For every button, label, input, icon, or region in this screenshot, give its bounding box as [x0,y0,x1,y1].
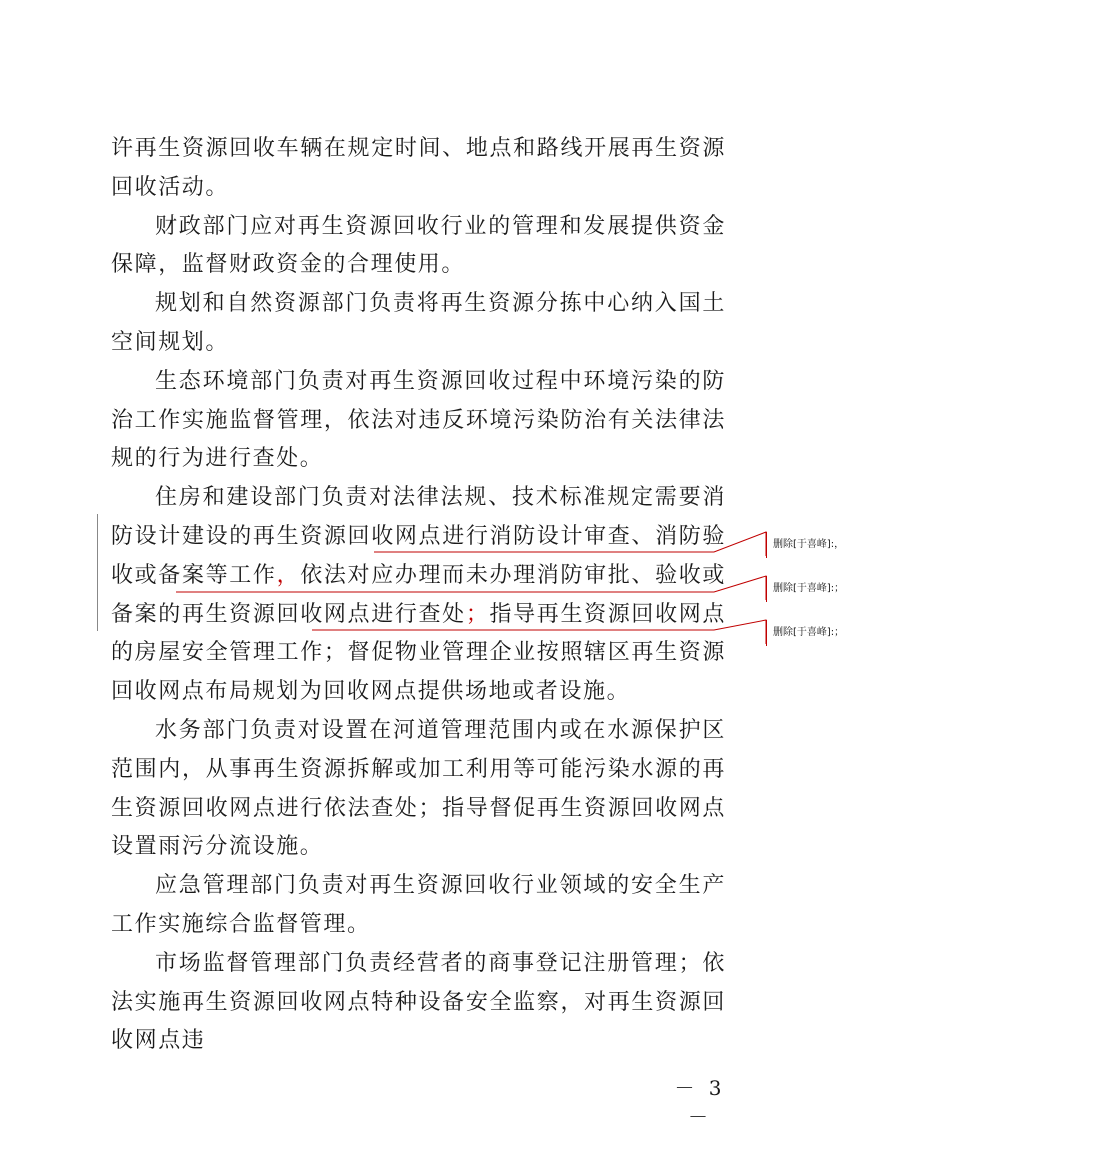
text-segment: 住房和建设部门负责对法律法规、技术标准规定需要消防设计建设的再生资源回收网点 [111,485,726,549]
text-segment: 进行消防设计审查、消防验收或备案等工作 [111,523,727,588]
document-body [111,130,726,1061]
revision-change-bar [97,514,98,631]
comment-deleted-text: ， [834,539,845,550]
paragraph: 市场监督管理部门负责经营者的商事登记注册管理；依法实施再生资源回收网点特种设备安全监察，对再生资源回收网点违 [111,950,726,1054]
page-number: － 3 － [674,1076,726,1129]
comment-label: 删除[于喜峰]: [773,539,835,550]
comment-label: 删除[于喜峰]: [773,583,835,594]
comment-deleted-text: ； [834,627,845,638]
paragraph: 财政部门应对再生资源回收行业的管理和发展提供资金保障，监督财政资金的合理使用。 [111,213,726,278]
paragraph: 应急管理部门负责对再生资源回收行业领域的安全生产工作实施综合监督管理。 [111,873,726,937]
comment-deleted-text: ； [834,583,845,594]
paragraph: 生态环境部门负责对再生资源回收过程中环境污染的防治工作实施监督管理，依法对违反环境污染防治有关法律法规的行为进行查处。 [111,368,726,472]
inserted-text: ； [465,601,490,627]
deletion-comment-balloon[interactable] [766,620,896,646]
inserted-text: ， [276,562,301,588]
text-segment: 依法对应办理而未办理消防审批、验收或备案的再生资源回收网点进行查处 [111,562,726,627]
paragraph: 水务部门负责对设置在河道管理范围内或在水源保护区范围内，从事再生资源拆解或加工利用等可能污染水源的再生资源回收网点进行依法查处；指导督促再生资源回收网点设置雨污分流设施。 [111,717,726,860]
paragraph-with-revisions [111,479,726,712]
paragraph: 规划和自然资源部门负责将再生资源分拣中心纳入国土空间规划。 [111,291,726,355]
paragraph: 许再生资源回收车辆在规定时间、地点和路线开展再生资源回收活动。 [111,136,726,200]
deletion-comment-balloon[interactable] [766,532,896,558]
comment-label: 删除[于喜峰]: [773,627,835,638]
text-segment: 指导再生资源回收网点的房屋安全管理工作；督促物业管理企业按照辖区再生资源回收网点布局规划为回收网点提供场地或者设施。 [111,601,726,705]
deletion-comment-balloon[interactable] [766,576,896,602]
